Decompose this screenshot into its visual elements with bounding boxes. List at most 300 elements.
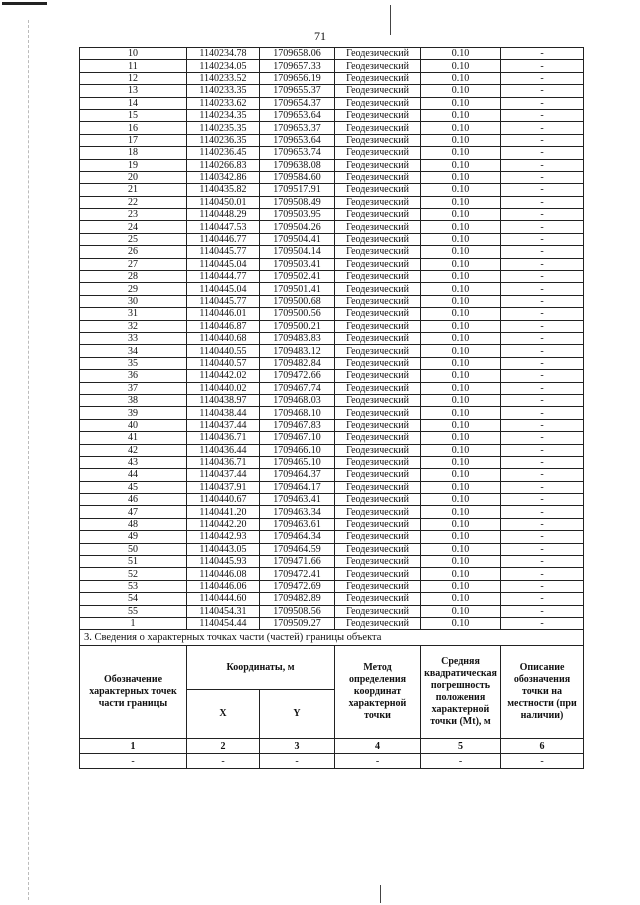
accuracy-cell: 0.10 <box>421 531 501 543</box>
method-cell: Геодезический <box>335 308 421 320</box>
y-coordinate-cell: 1709472.69 <box>260 580 335 592</box>
accuracy-cell: 0.10 <box>421 171 501 183</box>
table-cell: - <box>501 754 584 769</box>
accuracy-cell: 0.10 <box>421 617 501 629</box>
method-cell: Геодезический <box>335 60 421 72</box>
table-row <box>80 370 584 382</box>
y-coordinate-cell: 1709653.64 <box>260 109 335 121</box>
x-coordinate-cell: 1140446.87 <box>187 320 260 332</box>
column-number: 4 <box>335 739 421 754</box>
table-row <box>80 580 584 592</box>
method-cell: Геодезический <box>335 506 421 518</box>
section-title: 3. Сведения о характерных точках части (частей) границы объекта <box>80 630 584 646</box>
x-coordinate-cell: 1140234.35 <box>187 109 260 121</box>
table-row <box>80 48 584 60</box>
point-number-cell: 15 <box>80 109 187 121</box>
table-row <box>80 407 584 419</box>
accuracy-cell: 0.10 <box>421 184 501 196</box>
x-coordinate-cell: 1140450.01 <box>187 196 260 208</box>
x-coordinate-cell: 1140342.86 <box>187 171 260 183</box>
table-row <box>80 432 584 444</box>
description-cell: - <box>501 518 584 530</box>
y-coordinate-cell: 1709653.37 <box>260 122 335 134</box>
table-cell: - <box>421 754 501 769</box>
column-number: 6 <box>501 739 584 754</box>
accuracy-cell: 0.10 <box>421 48 501 60</box>
y-coordinate-cell: 1709517.91 <box>260 184 335 196</box>
x-coordinate-cell: 1140446.08 <box>187 568 260 580</box>
method-cell: Геодезический <box>335 357 421 369</box>
point-number-cell: 32 <box>80 320 187 332</box>
method-cell: Геодезический <box>335 85 421 97</box>
y-coordinate-cell: 1709483.83 <box>260 332 335 344</box>
header-y: Y <box>260 689 335 739</box>
y-coordinate-cell: 1709482.84 <box>260 357 335 369</box>
x-coordinate-cell: 1140442.20 <box>187 518 260 530</box>
x-coordinate-cell: 1140436.71 <box>187 432 260 444</box>
y-coordinate-cell: 1709463.34 <box>260 506 335 518</box>
table-row <box>80 271 584 283</box>
accuracy-cell: 0.10 <box>421 481 501 493</box>
table-cell: - <box>260 754 335 769</box>
method-cell: Геодезический <box>335 617 421 629</box>
y-coordinate-cell: 1709503.41 <box>260 258 335 270</box>
method-cell: Геодезический <box>335 209 421 221</box>
method-cell: Геодезический <box>335 469 421 481</box>
method-cell: Геодезический <box>335 271 421 283</box>
x-coordinate-cell: 1140443.05 <box>187 543 260 555</box>
x-coordinate-cell: 1140436.71 <box>187 456 260 468</box>
table-row <box>80 357 584 369</box>
x-coordinate-cell: 1140441.20 <box>187 506 260 518</box>
point-number-cell: 47 <box>80 506 187 518</box>
table-row <box>80 209 584 221</box>
y-coordinate-cell: 1709463.41 <box>260 494 335 506</box>
x-coordinate-cell: 1140234.05 <box>187 60 260 72</box>
table-row <box>80 556 584 568</box>
table-cell: - <box>335 754 421 769</box>
table-row <box>80 382 584 394</box>
accuracy-cell: 0.10 <box>421 258 501 270</box>
accuracy-cell: 0.10 <box>421 320 501 332</box>
x-coordinate-cell: 1140454.44 <box>187 617 260 629</box>
description-cell: - <box>501 506 584 518</box>
x-coordinate-cell: 1140440.68 <box>187 332 260 344</box>
point-number-cell: 54 <box>80 593 187 605</box>
description-cell: - <box>501 221 584 233</box>
method-cell: Геодезический <box>335 332 421 344</box>
x-coordinate-cell: 1140440.67 <box>187 494 260 506</box>
accuracy-cell: 0.10 <box>421 394 501 406</box>
point-number-cell: 18 <box>80 147 187 159</box>
table-row <box>80 85 584 97</box>
description-cell: - <box>501 60 584 72</box>
table-row <box>80 147 584 159</box>
header-designation: Обозначение характерных точек части границы <box>80 646 187 739</box>
header-coordinates: Координаты, м <box>187 646 335 689</box>
x-coordinate-cell: 1140445.77 <box>187 295 260 307</box>
point-number-cell: 10 <box>80 48 187 60</box>
accuracy-cell: 0.10 <box>421 357 501 369</box>
method-cell: Геодезический <box>335 518 421 530</box>
y-coordinate-cell: 1709468.03 <box>260 394 335 406</box>
y-coordinate-cell: 1709471.66 <box>260 556 335 568</box>
table-row <box>80 469 584 481</box>
coordinates-table <box>79 47 584 769</box>
x-coordinate-cell: 1140448.29 <box>187 209 260 221</box>
description-cell: - <box>501 580 584 592</box>
accuracy-cell: 0.10 <box>421 382 501 394</box>
accuracy-cell: 0.10 <box>421 109 501 121</box>
method-cell: Геодезический <box>335 432 421 444</box>
accuracy-cell: 0.10 <box>421 568 501 580</box>
description-cell: - <box>501 246 584 258</box>
method-cell: Геодезический <box>335 407 421 419</box>
header-accuracy: Средняя квадратическая погрешность положения характерной точки (Mt), м <box>421 646 501 739</box>
accuracy-cell: 0.10 <box>421 494 501 506</box>
point-number-cell: 33 <box>80 332 187 344</box>
header-x: X <box>187 689 260 739</box>
x-coordinate-cell: 1140444.77 <box>187 271 260 283</box>
x-coordinate-cell: 1140442.93 <box>187 531 260 543</box>
accuracy-cell: 0.10 <box>421 72 501 84</box>
method-cell: Геодезический <box>335 122 421 134</box>
table-row <box>80 531 584 543</box>
method-cell: Геодезический <box>335 196 421 208</box>
y-coordinate-cell: 1709502.41 <box>260 271 335 283</box>
point-number-cell: 49 <box>80 531 187 543</box>
accuracy-cell: 0.10 <box>421 283 501 295</box>
point-number-cell: 16 <box>80 122 187 134</box>
y-coordinate-cell: 1709500.56 <box>260 308 335 320</box>
table-row <box>80 308 584 320</box>
point-number-cell: 21 <box>80 184 187 196</box>
accuracy-cell: 0.10 <box>421 60 501 72</box>
x-coordinate-cell: 1140233.35 <box>187 85 260 97</box>
description-cell: - <box>501 568 584 580</box>
point-number-cell: 39 <box>80 407 187 419</box>
y-coordinate-cell: 1709464.37 <box>260 469 335 481</box>
x-coordinate-cell: 1140444.60 <box>187 593 260 605</box>
description-cell: - <box>501 531 584 543</box>
table-row <box>80 394 584 406</box>
description-cell: - <box>501 605 584 617</box>
description-cell: - <box>501 283 584 295</box>
accuracy-cell: 0.10 <box>421 332 501 344</box>
point-number-cell: 36 <box>80 370 187 382</box>
point-number-cell: 20 <box>80 171 187 183</box>
y-coordinate-cell: 1709508.49 <box>260 196 335 208</box>
description-cell: - <box>501 233 584 245</box>
point-number-cell: 38 <box>80 394 187 406</box>
point-number-cell: 37 <box>80 382 187 394</box>
method-cell: Геодезический <box>335 394 421 406</box>
table-row <box>80 345 584 357</box>
table-row <box>80 320 584 332</box>
x-coordinate-cell: 1140235.35 <box>187 122 260 134</box>
coordinates-table-body <box>80 48 584 630</box>
description-cell: - <box>501 556 584 568</box>
accuracy-cell: 0.10 <box>421 605 501 617</box>
method-cell: Геодезический <box>335 382 421 394</box>
description-cell: - <box>501 481 584 493</box>
method-cell: Геодезический <box>335 345 421 357</box>
table-row <box>80 72 584 84</box>
y-coordinate-cell: 1709482.89 <box>260 593 335 605</box>
description-cell: - <box>501 345 584 357</box>
y-coordinate-cell: 1709472.41 <box>260 568 335 580</box>
description-cell: - <box>501 469 584 481</box>
point-number-cell: 27 <box>80 258 187 270</box>
table-row <box>80 543 584 555</box>
x-coordinate-cell: 1140437.91 <box>187 481 260 493</box>
point-number-cell: 12 <box>80 72 187 84</box>
x-coordinate-cell: 1140435.82 <box>187 184 260 196</box>
table-row <box>80 295 584 307</box>
point-number-cell: 11 <box>80 60 187 72</box>
y-coordinate-cell: 1709655.37 <box>260 85 335 97</box>
description-cell: - <box>501 456 584 468</box>
description-cell: - <box>501 258 584 270</box>
accuracy-cell: 0.10 <box>421 97 501 109</box>
method-cell: Геодезический <box>335 97 421 109</box>
method-cell: Геодезический <box>335 233 421 245</box>
description-cell: - <box>501 617 584 629</box>
accuracy-cell: 0.10 <box>421 196 501 208</box>
x-coordinate-cell: 1140447.53 <box>187 221 260 233</box>
table-row <box>80 109 584 121</box>
description-cell: - <box>501 147 584 159</box>
point-number-cell: 22 <box>80 196 187 208</box>
method-cell: Геодезический <box>335 419 421 431</box>
description-cell: - <box>501 370 584 382</box>
table-row <box>80 456 584 468</box>
y-coordinate-cell: 1709584.60 <box>260 171 335 183</box>
y-coordinate-cell: 1709465.10 <box>260 456 335 468</box>
description-cell: - <box>501 394 584 406</box>
table-row <box>80 233 584 245</box>
point-number-cell: 55 <box>80 605 187 617</box>
method-cell: Геодезический <box>335 370 421 382</box>
x-coordinate-cell: 1140446.77 <box>187 233 260 245</box>
column-number: 5 <box>421 739 501 754</box>
x-coordinate-cell: 1140233.52 <box>187 72 260 84</box>
y-coordinate-cell: 1709504.14 <box>260 246 335 258</box>
description-cell: - <box>501 357 584 369</box>
method-cell: Геодезический <box>335 171 421 183</box>
point-number-cell: 43 <box>80 456 187 468</box>
description-cell: - <box>501 444 584 456</box>
table-row <box>80 134 584 146</box>
description-cell: - <box>501 320 584 332</box>
table-row <box>80 122 584 134</box>
description-cell: - <box>501 109 584 121</box>
x-coordinate-cell: 1140446.01 <box>187 308 260 320</box>
table-row <box>80 159 584 171</box>
table-row <box>80 221 584 233</box>
header-method: Метод определения координат характерной точки <box>335 646 421 739</box>
table-cell: - <box>80 754 187 769</box>
table-row <box>80 258 584 270</box>
accuracy-cell: 0.10 <box>421 506 501 518</box>
y-coordinate-cell: 1709500.21 <box>260 320 335 332</box>
accuracy-cell: 0.10 <box>421 456 501 468</box>
point-number-cell: 24 <box>80 221 187 233</box>
accuracy-cell: 0.10 <box>421 419 501 431</box>
table-row <box>80 518 584 530</box>
description-cell: - <box>501 271 584 283</box>
point-number-cell: 23 <box>80 209 187 221</box>
table-row <box>80 419 584 431</box>
y-coordinate-cell: 1709509.27 <box>260 617 335 629</box>
column-number: 2 <box>187 739 260 754</box>
table-row <box>80 171 584 183</box>
point-number-cell: 52 <box>80 568 187 580</box>
description-cell: - <box>501 432 584 444</box>
description-cell: - <box>501 122 584 134</box>
accuracy-cell: 0.10 <box>421 134 501 146</box>
accuracy-cell: 0.10 <box>421 159 501 171</box>
accuracy-cell: 0.10 <box>421 221 501 233</box>
table-row <box>80 506 584 518</box>
method-cell: Геодезический <box>335 48 421 60</box>
accuracy-cell: 0.10 <box>421 209 501 221</box>
x-coordinate-cell: 1140445.93 <box>187 556 260 568</box>
description-cell: - <box>501 593 584 605</box>
y-coordinate-cell: 1709500.68 <box>260 295 335 307</box>
method-cell: Геодезический <box>335 568 421 580</box>
y-coordinate-cell: 1709654.37 <box>260 97 335 109</box>
point-number-cell: 50 <box>80 543 187 555</box>
method-cell: Геодезический <box>335 481 421 493</box>
x-coordinate-cell: 1140445.04 <box>187 283 260 295</box>
column-number: 3 <box>260 739 335 754</box>
x-coordinate-cell: 1140445.77 <box>187 246 260 258</box>
accuracy-cell: 0.10 <box>421 85 501 97</box>
y-coordinate-cell: 1709501.41 <box>260 283 335 295</box>
point-number-cell: 29 <box>80 283 187 295</box>
accuracy-cell: 0.10 <box>421 593 501 605</box>
method-cell: Геодезический <box>335 320 421 332</box>
y-coordinate-cell: 1709638.08 <box>260 159 335 171</box>
method-cell: Геодезический <box>335 246 421 258</box>
description-cell: - <box>501 382 584 394</box>
point-number-cell: 1 <box>80 617 187 629</box>
point-number-cell: 25 <box>80 233 187 245</box>
table-row <box>80 444 584 456</box>
point-number-cell: 19 <box>80 159 187 171</box>
y-coordinate-cell: 1709656.19 <box>260 72 335 84</box>
description-cell: - <box>501 48 584 60</box>
accuracy-cell: 0.10 <box>421 246 501 258</box>
point-number-cell: 40 <box>80 419 187 431</box>
point-number-cell: 41 <box>80 432 187 444</box>
y-coordinate-cell: 1709504.41 <box>260 233 335 245</box>
method-cell: Геодезический <box>335 184 421 196</box>
point-number-cell: 46 <box>80 494 187 506</box>
point-number-cell: 31 <box>80 308 187 320</box>
description-cell: - <box>501 159 584 171</box>
method-cell: Геодезический <box>335 494 421 506</box>
accuracy-cell: 0.10 <box>421 432 501 444</box>
description-cell: - <box>501 308 584 320</box>
accuracy-cell: 0.10 <box>421 147 501 159</box>
description-cell: - <box>501 407 584 419</box>
method-cell: Геодезический <box>335 593 421 605</box>
method-cell: Геодезический <box>335 283 421 295</box>
method-cell: Геодезический <box>335 456 421 468</box>
method-cell: Геодезический <box>335 72 421 84</box>
table-row <box>80 593 584 605</box>
method-cell: Геодезический <box>335 543 421 555</box>
point-number-cell: 13 <box>80 85 187 97</box>
method-cell: Геодезический <box>335 159 421 171</box>
accuracy-cell: 0.10 <box>421 518 501 530</box>
x-coordinate-cell: 1140236.35 <box>187 134 260 146</box>
method-cell: Геодезический <box>335 147 421 159</box>
table-row <box>80 283 584 295</box>
description-cell: - <box>501 196 584 208</box>
scan-mark <box>2 2 47 5</box>
x-coordinate-cell: 1140442.02 <box>187 370 260 382</box>
accuracy-cell: 0.10 <box>421 469 501 481</box>
method-cell: Геодезический <box>335 221 421 233</box>
description-cell: - <box>501 171 584 183</box>
column-number-row <box>80 739 584 754</box>
method-cell: Геодезический <box>335 444 421 456</box>
y-coordinate-cell: 1709464.17 <box>260 481 335 493</box>
description-cell: - <box>501 295 584 307</box>
accuracy-cell: 0.10 <box>421 308 501 320</box>
description-cell: - <box>501 184 584 196</box>
document-sheet <box>79 47 583 769</box>
x-coordinate-cell: 1140437.44 <box>187 469 260 481</box>
table-row <box>80 494 584 506</box>
y-coordinate-cell: 1709463.61 <box>260 518 335 530</box>
accuracy-cell: 0.10 <box>421 543 501 555</box>
table-row <box>80 196 584 208</box>
method-cell: Геодезический <box>335 134 421 146</box>
column-number: 1 <box>80 739 187 754</box>
y-coordinate-cell: 1709464.59 <box>260 543 335 555</box>
y-coordinate-cell: 1709467.74 <box>260 382 335 394</box>
table-cell: - <box>187 754 260 769</box>
table-row <box>80 617 584 629</box>
accuracy-cell: 0.10 <box>421 444 501 456</box>
description-cell: - <box>501 72 584 84</box>
description-cell: - <box>501 419 584 431</box>
description-cell: - <box>501 209 584 221</box>
x-coordinate-cell: 1140440.55 <box>187 345 260 357</box>
point-number-cell: 53 <box>80 580 187 592</box>
method-cell: Геодезический <box>335 605 421 617</box>
table-row <box>80 568 584 580</box>
page-number: 71 <box>314 29 326 43</box>
method-cell: Геодезический <box>335 531 421 543</box>
x-coordinate-cell: 1140440.57 <box>187 357 260 369</box>
fold-line-bottom <box>380 885 381 903</box>
accuracy-cell: 0.10 <box>421 345 501 357</box>
point-number-cell: 45 <box>80 481 187 493</box>
description-cell: - <box>501 85 584 97</box>
point-number-cell: 44 <box>80 469 187 481</box>
description-cell: - <box>501 332 584 344</box>
accuracy-cell: 0.10 <box>421 122 501 134</box>
x-coordinate-cell: 1140266.83 <box>187 159 260 171</box>
method-cell: Геодезический <box>335 295 421 307</box>
x-coordinate-cell: 1140445.04 <box>187 258 260 270</box>
table-row <box>80 605 584 617</box>
